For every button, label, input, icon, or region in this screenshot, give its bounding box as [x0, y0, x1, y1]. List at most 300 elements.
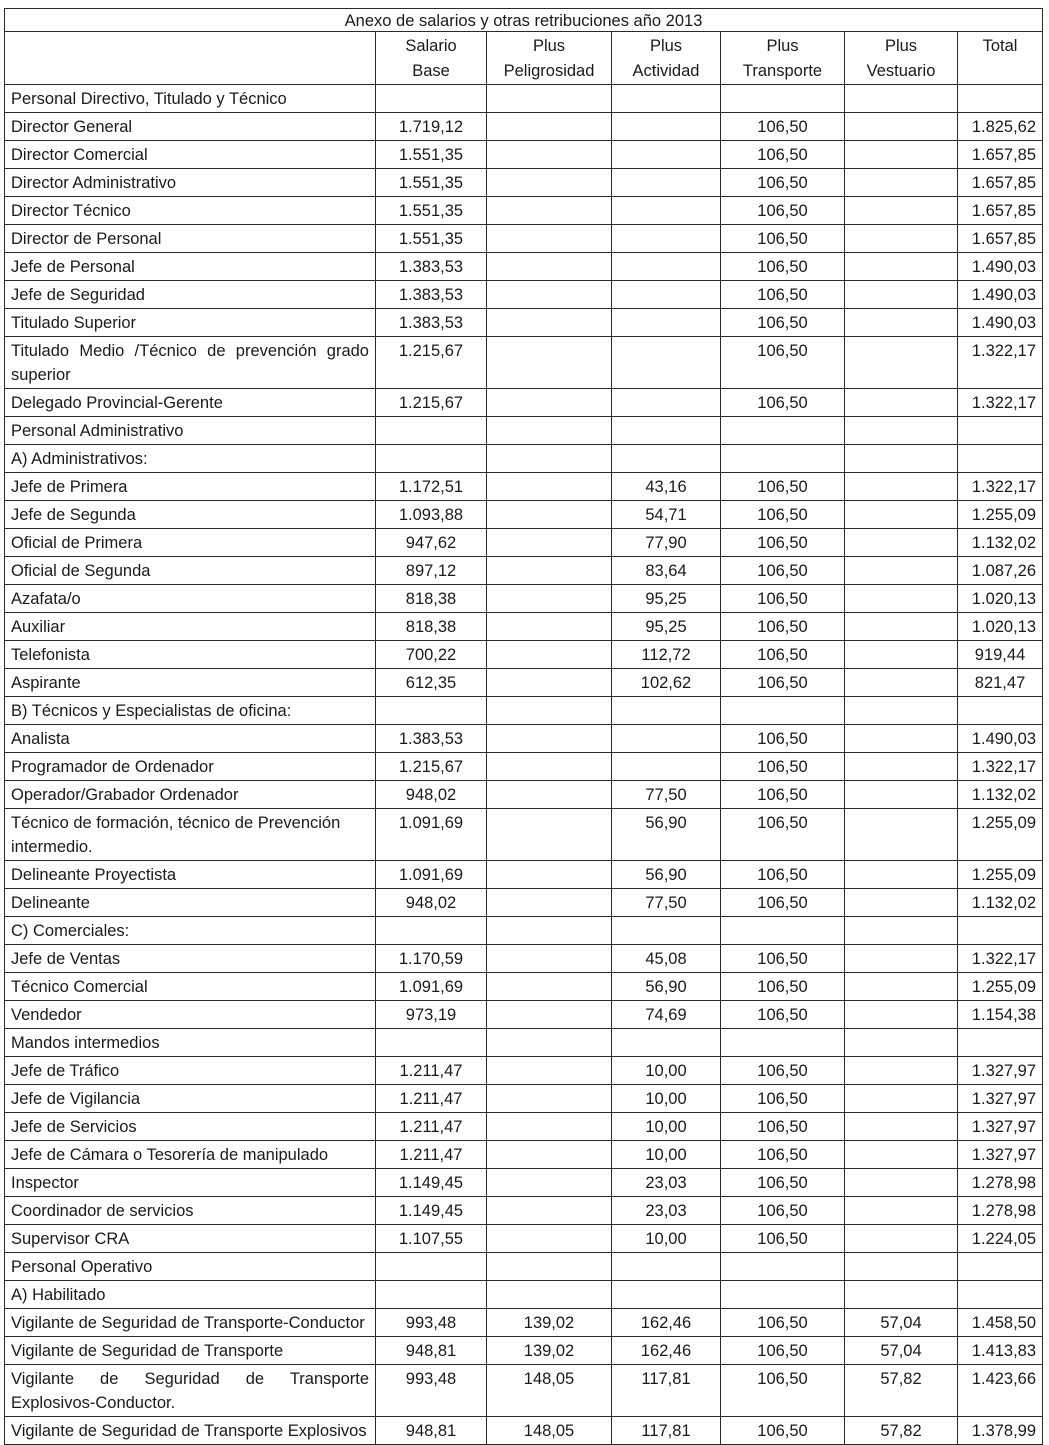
table-title: Anexo de salarios y otras retribuciones año 2013	[5, 9, 1043, 32]
cell-plus-vestuario	[845, 1029, 958, 1057]
cell-plus-vestuario: 57,82	[845, 1365, 958, 1417]
cell-plus-peligrosidad	[487, 613, 612, 641]
cell-salario-base: 897,12	[376, 557, 487, 585]
category-label: Director Comercial	[5, 141, 376, 169]
cell-plus-transporte: 106,50	[721, 1417, 845, 1445]
cell-total: 1.322,17	[958, 389, 1043, 417]
cell-salario-base: 1.211,47	[376, 1057, 487, 1085]
cell-plus-actividad: 95,25	[612, 613, 721, 641]
cell-salario-base: 1.107,55	[376, 1225, 487, 1253]
table-row	[5, 337, 1043, 389]
cell-plus-vestuario	[845, 697, 958, 725]
cell-salario-base: 1.149,45	[376, 1169, 487, 1197]
cell-plus-vestuario	[845, 253, 958, 281]
cell-plus-vestuario	[845, 973, 958, 1001]
cell-total: 1.490,03	[958, 725, 1043, 753]
cell-plus-vestuario	[845, 309, 958, 337]
cell-salario-base	[376, 417, 487, 445]
cell-plus-peligrosidad: 139,02	[487, 1337, 612, 1365]
cell-total	[958, 85, 1043, 113]
cell-plus-transporte: 106,50	[721, 1365, 845, 1417]
cell-plus-actividad: 56,90	[612, 809, 721, 861]
cell-plus-peligrosidad	[487, 1169, 612, 1197]
cell-plus-transporte: 106,50	[721, 141, 845, 169]
cell-total: 1.327,97	[958, 1113, 1043, 1141]
category-label: Jefe de Personal	[5, 253, 376, 281]
cell-plus-peligrosidad	[487, 417, 612, 445]
cell-plus-peligrosidad	[487, 389, 612, 417]
header-plus-peligrosidad: Plus Peligrosidad	[487, 32, 612, 85]
cell-plus-transporte: 106,50	[721, 1309, 845, 1337]
category-label: Jefe de Tráfico	[5, 1057, 376, 1085]
table-row	[5, 1365, 1043, 1417]
table-row	[5, 641, 1043, 669]
cell-plus-transporte: 106,50	[721, 389, 845, 417]
cell-plus-transporte: 106,50	[721, 753, 845, 781]
cell-plus-peligrosidad	[487, 1029, 612, 1057]
cell-plus-transporte	[721, 1281, 845, 1309]
cell-plus-transporte: 106,50	[721, 281, 845, 309]
cell-plus-peligrosidad	[487, 501, 612, 529]
cell-plus-transporte: 106,50	[721, 337, 845, 389]
cell-total	[958, 917, 1043, 945]
cell-plus-actividad: 45,08	[612, 945, 721, 973]
category-label: Aspirante	[5, 669, 376, 697]
cell-plus-transporte: 106,50	[721, 225, 845, 253]
cell-total: 1.490,03	[958, 253, 1043, 281]
table-row	[5, 889, 1043, 917]
category-label: Vigilante de Seguridad de Transporte Explosivos-Conductor.	[5, 1365, 376, 1417]
category-label: Director Administrativo	[5, 169, 376, 197]
cell-plus-peligrosidad	[487, 809, 612, 861]
category-label: Delineante Proyectista	[5, 861, 376, 889]
cell-total	[958, 1029, 1043, 1057]
cell-plus-vestuario: 57,04	[845, 1309, 958, 1337]
cell-salario-base: 1.215,67	[376, 753, 487, 781]
cell-salario-base: 1.091,69	[376, 809, 487, 861]
cell-plus-transporte: 106,50	[721, 557, 845, 585]
cell-plus-vestuario	[845, 169, 958, 197]
header-total: Total	[958, 32, 1043, 85]
cell-plus-actividad	[612, 337, 721, 389]
category-label: Vendedor	[5, 1001, 376, 1029]
cell-salario-base: 1.551,35	[376, 169, 487, 197]
cell-total: 1.255,09	[958, 973, 1043, 1001]
cell-plus-actividad	[612, 309, 721, 337]
cell-plus-actividad: 23,03	[612, 1197, 721, 1225]
table-row	[5, 1085, 1043, 1113]
cell-plus-vestuario	[845, 1169, 958, 1197]
cell-plus-peligrosidad: 148,05	[487, 1417, 612, 1445]
cell-total: 1.490,03	[958, 309, 1043, 337]
cell-salario-base: 993,48	[376, 1309, 487, 1337]
cell-plus-vestuario	[845, 809, 958, 861]
cell-plus-transporte: 106,50	[721, 197, 845, 225]
table-title-row	[5, 9, 1043, 32]
section-label: C) Comerciales:	[5, 917, 376, 945]
cell-plus-transporte: 106,50	[721, 725, 845, 753]
category-label: Vigilante de Seguridad de Transporte-Conductor	[5, 1309, 376, 1337]
cell-plus-vestuario	[845, 473, 958, 501]
cell-plus-peligrosidad	[487, 85, 612, 113]
cell-plus-actividad	[612, 281, 721, 309]
cell-salario-base: 700,22	[376, 641, 487, 669]
cell-plus-vestuario	[845, 1113, 958, 1141]
cell-plus-vestuario	[845, 337, 958, 389]
cell-plus-actividad: 10,00	[612, 1085, 721, 1113]
cell-salario-base: 948,81	[376, 1417, 487, 1445]
cell-plus-vestuario	[845, 445, 958, 473]
cell-plus-peligrosidad	[487, 641, 612, 669]
cell-plus-actividad: 162,46	[612, 1337, 721, 1365]
table-row	[5, 1169, 1043, 1197]
cell-plus-transporte: 106,50	[721, 309, 845, 337]
cell-plus-transporte: 106,50	[721, 1337, 845, 1365]
cell-plus-peligrosidad	[487, 585, 612, 613]
cell-total: 1.327,97	[958, 1141, 1043, 1169]
header-plus-transporte: Plus Transporte	[721, 32, 845, 85]
cell-plus-peligrosidad	[487, 225, 612, 253]
salary-annex-document	[4, 8, 1043, 1445]
cell-plus-vestuario	[845, 1085, 958, 1113]
cell-plus-actividad	[612, 725, 721, 753]
cell-plus-peligrosidad	[487, 557, 612, 585]
table-row	[5, 809, 1043, 861]
category-label: Técnico Comercial	[5, 973, 376, 1001]
category-label: Analista	[5, 725, 376, 753]
cell-salario-base: 818,38	[376, 613, 487, 641]
cell-plus-vestuario: 57,82	[845, 1417, 958, 1445]
cell-plus-vestuario	[845, 781, 958, 809]
table-row	[5, 281, 1043, 309]
category-label: Telefonista	[5, 641, 376, 669]
cell-salario-base: 1.211,47	[376, 1141, 487, 1169]
cell-plus-vestuario	[845, 529, 958, 557]
cell-plus-vestuario	[845, 417, 958, 445]
section-label: Mandos intermedios	[5, 1029, 376, 1057]
cell-total: 1.458,50	[958, 1309, 1043, 1337]
cell-plus-actividad: 54,71	[612, 501, 721, 529]
category-label: Jefe de Segunda	[5, 501, 376, 529]
cell-salario-base: 1.172,51	[376, 473, 487, 501]
section-label: A) Administrativos:	[5, 445, 376, 473]
section-row	[5, 1029, 1043, 1057]
cell-plus-actividad	[612, 417, 721, 445]
cell-plus-peligrosidad	[487, 1001, 612, 1029]
cell-plus-peligrosidad	[487, 113, 612, 141]
category-label: Supervisor CRA	[5, 1225, 376, 1253]
section-row	[5, 1253, 1043, 1281]
cell-salario-base: 1.211,47	[376, 1113, 487, 1141]
section-label: B) Técnicos y Especialistas de oficina:	[5, 697, 376, 725]
cell-plus-peligrosidad	[487, 169, 612, 197]
cell-plus-peligrosidad	[487, 445, 612, 473]
cell-plus-vestuario: 57,04	[845, 1337, 958, 1365]
cell-plus-actividad	[612, 697, 721, 725]
cell-plus-actividad: 23,03	[612, 1169, 721, 1197]
cell-plus-peligrosidad	[487, 281, 612, 309]
table-row	[5, 945, 1043, 973]
cell-total: 1.423,66	[958, 1365, 1043, 1417]
cell-plus-actividad	[612, 753, 721, 781]
cell-plus-peligrosidad	[487, 973, 612, 1001]
cell-total: 1.327,97	[958, 1057, 1043, 1085]
cell-plus-transporte: 106,50	[721, 641, 845, 669]
section-label: Personal Administrativo	[5, 417, 376, 445]
cell-plus-transporte	[721, 1029, 845, 1057]
cell-plus-transporte: 106,50	[721, 585, 845, 613]
category-label: Inspector	[5, 1169, 376, 1197]
cell-salario-base: 973,19	[376, 1001, 487, 1029]
cell-plus-peligrosidad	[487, 309, 612, 337]
cell-plus-transporte: 106,50	[721, 889, 845, 917]
cell-plus-actividad	[612, 1281, 721, 1309]
cell-plus-transporte: 106,50	[721, 473, 845, 501]
cell-plus-transporte: 106,50	[721, 1001, 845, 1029]
cell-plus-actividad: 83,64	[612, 557, 721, 585]
category-label: Delineante	[5, 889, 376, 917]
cell-plus-actividad	[612, 85, 721, 113]
category-label: Operador/Grabador Ordenador	[5, 781, 376, 809]
cell-total: 1.327,97	[958, 1085, 1043, 1113]
cell-salario-base	[376, 1029, 487, 1057]
cell-plus-actividad: 77,50	[612, 889, 721, 917]
cell-plus-actividad: 10,00	[612, 1225, 721, 1253]
category-label: Jefe de Ventas	[5, 945, 376, 973]
cell-plus-transporte	[721, 85, 845, 113]
cell-plus-actividad: 77,90	[612, 529, 721, 557]
cell-plus-transporte: 106,50	[721, 1057, 845, 1085]
cell-total: 1.322,17	[958, 337, 1043, 389]
cell-plus-actividad: 117,81	[612, 1365, 721, 1417]
cell-plus-peligrosidad	[487, 725, 612, 753]
cell-plus-peligrosidad	[487, 1085, 612, 1113]
cell-total: 1.278,98	[958, 1197, 1043, 1225]
category-label: Auxiliar	[5, 613, 376, 641]
cell-total: 1.020,13	[958, 585, 1043, 613]
cell-plus-vestuario	[845, 1225, 958, 1253]
cell-plus-transporte	[721, 445, 845, 473]
cell-total: 1.132,02	[958, 529, 1043, 557]
cell-salario-base	[376, 917, 487, 945]
table-row	[5, 1197, 1043, 1225]
cell-plus-actividad	[612, 917, 721, 945]
category-label: Jefe de Servicios	[5, 1113, 376, 1141]
cell-total: 1.490,03	[958, 281, 1043, 309]
cell-salario-base: 947,62	[376, 529, 487, 557]
section-row	[5, 697, 1043, 725]
cell-plus-peligrosidad	[487, 1141, 612, 1169]
salary-table	[4, 8, 1043, 1445]
cell-salario-base: 1.149,45	[376, 1197, 487, 1225]
cell-plus-transporte: 106,50	[721, 1113, 845, 1141]
cell-plus-vestuario	[845, 281, 958, 309]
cell-plus-actividad: 56,90	[612, 861, 721, 889]
section-row	[5, 445, 1043, 473]
section-label: A) Habilitado	[5, 1281, 376, 1309]
table-row	[5, 1417, 1043, 1445]
cell-total: 1.657,85	[958, 169, 1043, 197]
cell-salario-base: 1.215,67	[376, 389, 487, 417]
cell-salario-base: 1.383,53	[376, 253, 487, 281]
cell-total: 1.413,83	[958, 1337, 1043, 1365]
cell-plus-vestuario	[845, 945, 958, 973]
cell-plus-actividad: 10,00	[612, 1113, 721, 1141]
cell-plus-vestuario	[845, 113, 958, 141]
cell-plus-actividad	[612, 389, 721, 417]
table-row	[5, 473, 1043, 501]
cell-plus-peligrosidad	[487, 889, 612, 917]
cell-plus-actividad	[612, 225, 721, 253]
cell-plus-vestuario	[845, 1281, 958, 1309]
cell-plus-vestuario	[845, 669, 958, 697]
cell-plus-vestuario	[845, 1057, 958, 1085]
table-row	[5, 169, 1043, 197]
cell-plus-vestuario	[845, 641, 958, 669]
cell-plus-peligrosidad	[487, 337, 612, 389]
category-label: Coordinador de servicios	[5, 1197, 376, 1225]
cell-plus-actividad: 74,69	[612, 1001, 721, 1029]
cell-salario-base: 1.383,53	[376, 309, 487, 337]
cell-plus-peligrosidad	[487, 253, 612, 281]
cell-plus-vestuario	[845, 725, 958, 753]
cell-total: 919,44	[958, 641, 1043, 669]
table-row	[5, 1337, 1043, 1365]
cell-total	[958, 697, 1043, 725]
table-row	[5, 141, 1043, 169]
cell-plus-transporte: 106,50	[721, 861, 845, 889]
cell-total: 821,47	[958, 669, 1043, 697]
table-row	[5, 529, 1043, 557]
table-row	[5, 1309, 1043, 1337]
header-plus-vestuario: Plus Vestuario	[845, 32, 958, 85]
cell-plus-peligrosidad	[487, 529, 612, 557]
cell-salario-base: 1.383,53	[376, 281, 487, 309]
cell-total: 1.154,38	[958, 1001, 1043, 1029]
category-label: Director de Personal	[5, 225, 376, 253]
cell-plus-actividad	[612, 169, 721, 197]
cell-total: 1.657,85	[958, 225, 1043, 253]
cell-salario-base: 1.170,59	[376, 945, 487, 973]
cell-plus-transporte: 106,50	[721, 781, 845, 809]
cell-salario-base: 818,38	[376, 585, 487, 613]
cell-total: 1.087,26	[958, 557, 1043, 585]
cell-plus-transporte: 106,50	[721, 1141, 845, 1169]
cell-plus-actividad: 10,00	[612, 1057, 721, 1085]
cell-plus-peligrosidad	[487, 1281, 612, 1309]
cell-salario-base: 1.091,69	[376, 861, 487, 889]
cell-plus-peligrosidad	[487, 697, 612, 725]
table-row	[5, 1141, 1043, 1169]
cell-plus-vestuario	[845, 1001, 958, 1029]
cell-plus-transporte: 106,50	[721, 613, 845, 641]
header-category	[5, 32, 376, 85]
cell-plus-actividad	[612, 1253, 721, 1281]
cell-total: 1.255,09	[958, 861, 1043, 889]
header-salario-base: Salario Base	[376, 32, 487, 85]
cell-plus-actividad: 95,25	[612, 585, 721, 613]
table-row	[5, 113, 1043, 141]
cell-plus-actividad: 162,46	[612, 1309, 721, 1337]
cell-plus-vestuario	[845, 85, 958, 113]
cell-plus-vestuario	[845, 197, 958, 225]
table-header-row	[5, 32, 1043, 85]
cell-plus-transporte	[721, 417, 845, 445]
cell-plus-vestuario	[845, 557, 958, 585]
category-label: Jefe de Cámara o Tesorería de manipulado	[5, 1141, 376, 1169]
cell-salario-base: 948,02	[376, 781, 487, 809]
cell-plus-vestuario	[845, 861, 958, 889]
cell-plus-peligrosidad	[487, 669, 612, 697]
cell-plus-vestuario	[845, 1197, 958, 1225]
cell-plus-peligrosidad	[487, 917, 612, 945]
table-row	[5, 753, 1043, 781]
table-row	[5, 1113, 1043, 1141]
section-row	[5, 85, 1043, 113]
cell-plus-transporte	[721, 697, 845, 725]
cell-plus-actividad	[612, 113, 721, 141]
cell-plus-transporte: 106,50	[721, 669, 845, 697]
cell-plus-vestuario	[845, 585, 958, 613]
cell-plus-peligrosidad	[487, 141, 612, 169]
cell-plus-peligrosidad	[487, 1057, 612, 1085]
cell-total: 1.825,62	[958, 113, 1043, 141]
section-row	[5, 917, 1043, 945]
cell-plus-vestuario	[845, 389, 958, 417]
cell-plus-transporte: 106,50	[721, 945, 845, 973]
cell-plus-transporte: 106,50	[721, 1169, 845, 1197]
table-row	[5, 253, 1043, 281]
table-row	[5, 669, 1043, 697]
cell-plus-transporte: 106,50	[721, 169, 845, 197]
cell-plus-actividad	[612, 1029, 721, 1057]
category-label: Jefe de Vigilancia	[5, 1085, 376, 1113]
category-label: Vigilante de Seguridad de Transporte Explosivos	[5, 1417, 376, 1445]
cell-plus-peligrosidad	[487, 1225, 612, 1253]
cell-plus-transporte: 106,50	[721, 1085, 845, 1113]
cell-plus-actividad	[612, 197, 721, 225]
cell-salario-base	[376, 1253, 487, 1281]
cell-plus-transporte: 106,50	[721, 809, 845, 861]
category-label: Delegado Provincial-Gerente	[5, 389, 376, 417]
cell-total: 1.322,17	[958, 753, 1043, 781]
cell-salario-base	[376, 85, 487, 113]
table-row	[5, 861, 1043, 889]
cell-plus-transporte: 106,50	[721, 113, 845, 141]
cell-plus-vestuario	[845, 1141, 958, 1169]
cell-plus-vestuario	[845, 1253, 958, 1281]
table-row	[5, 225, 1043, 253]
section-row	[5, 417, 1043, 445]
table-row	[5, 1057, 1043, 1085]
category-label: Jefe de Seguridad	[5, 281, 376, 309]
category-label: Programador de Ordenador	[5, 753, 376, 781]
cell-salario-base: 1.719,12	[376, 113, 487, 141]
cell-total: 1.132,02	[958, 889, 1043, 917]
cell-total: 1.378,99	[958, 1417, 1043, 1445]
cell-plus-peligrosidad	[487, 1113, 612, 1141]
section-row	[5, 1281, 1043, 1309]
cell-total: 1.255,09	[958, 501, 1043, 529]
cell-total	[958, 417, 1043, 445]
cell-plus-peligrosidad	[487, 781, 612, 809]
category-label: Titulado Medio /Técnico de prevención grado superior	[5, 337, 376, 389]
cell-total: 1.132,02	[958, 781, 1043, 809]
cell-salario-base: 1.093,88	[376, 501, 487, 529]
category-label: Oficial de Primera	[5, 529, 376, 557]
table-row	[5, 389, 1043, 417]
cell-plus-transporte: 106,50	[721, 1197, 845, 1225]
